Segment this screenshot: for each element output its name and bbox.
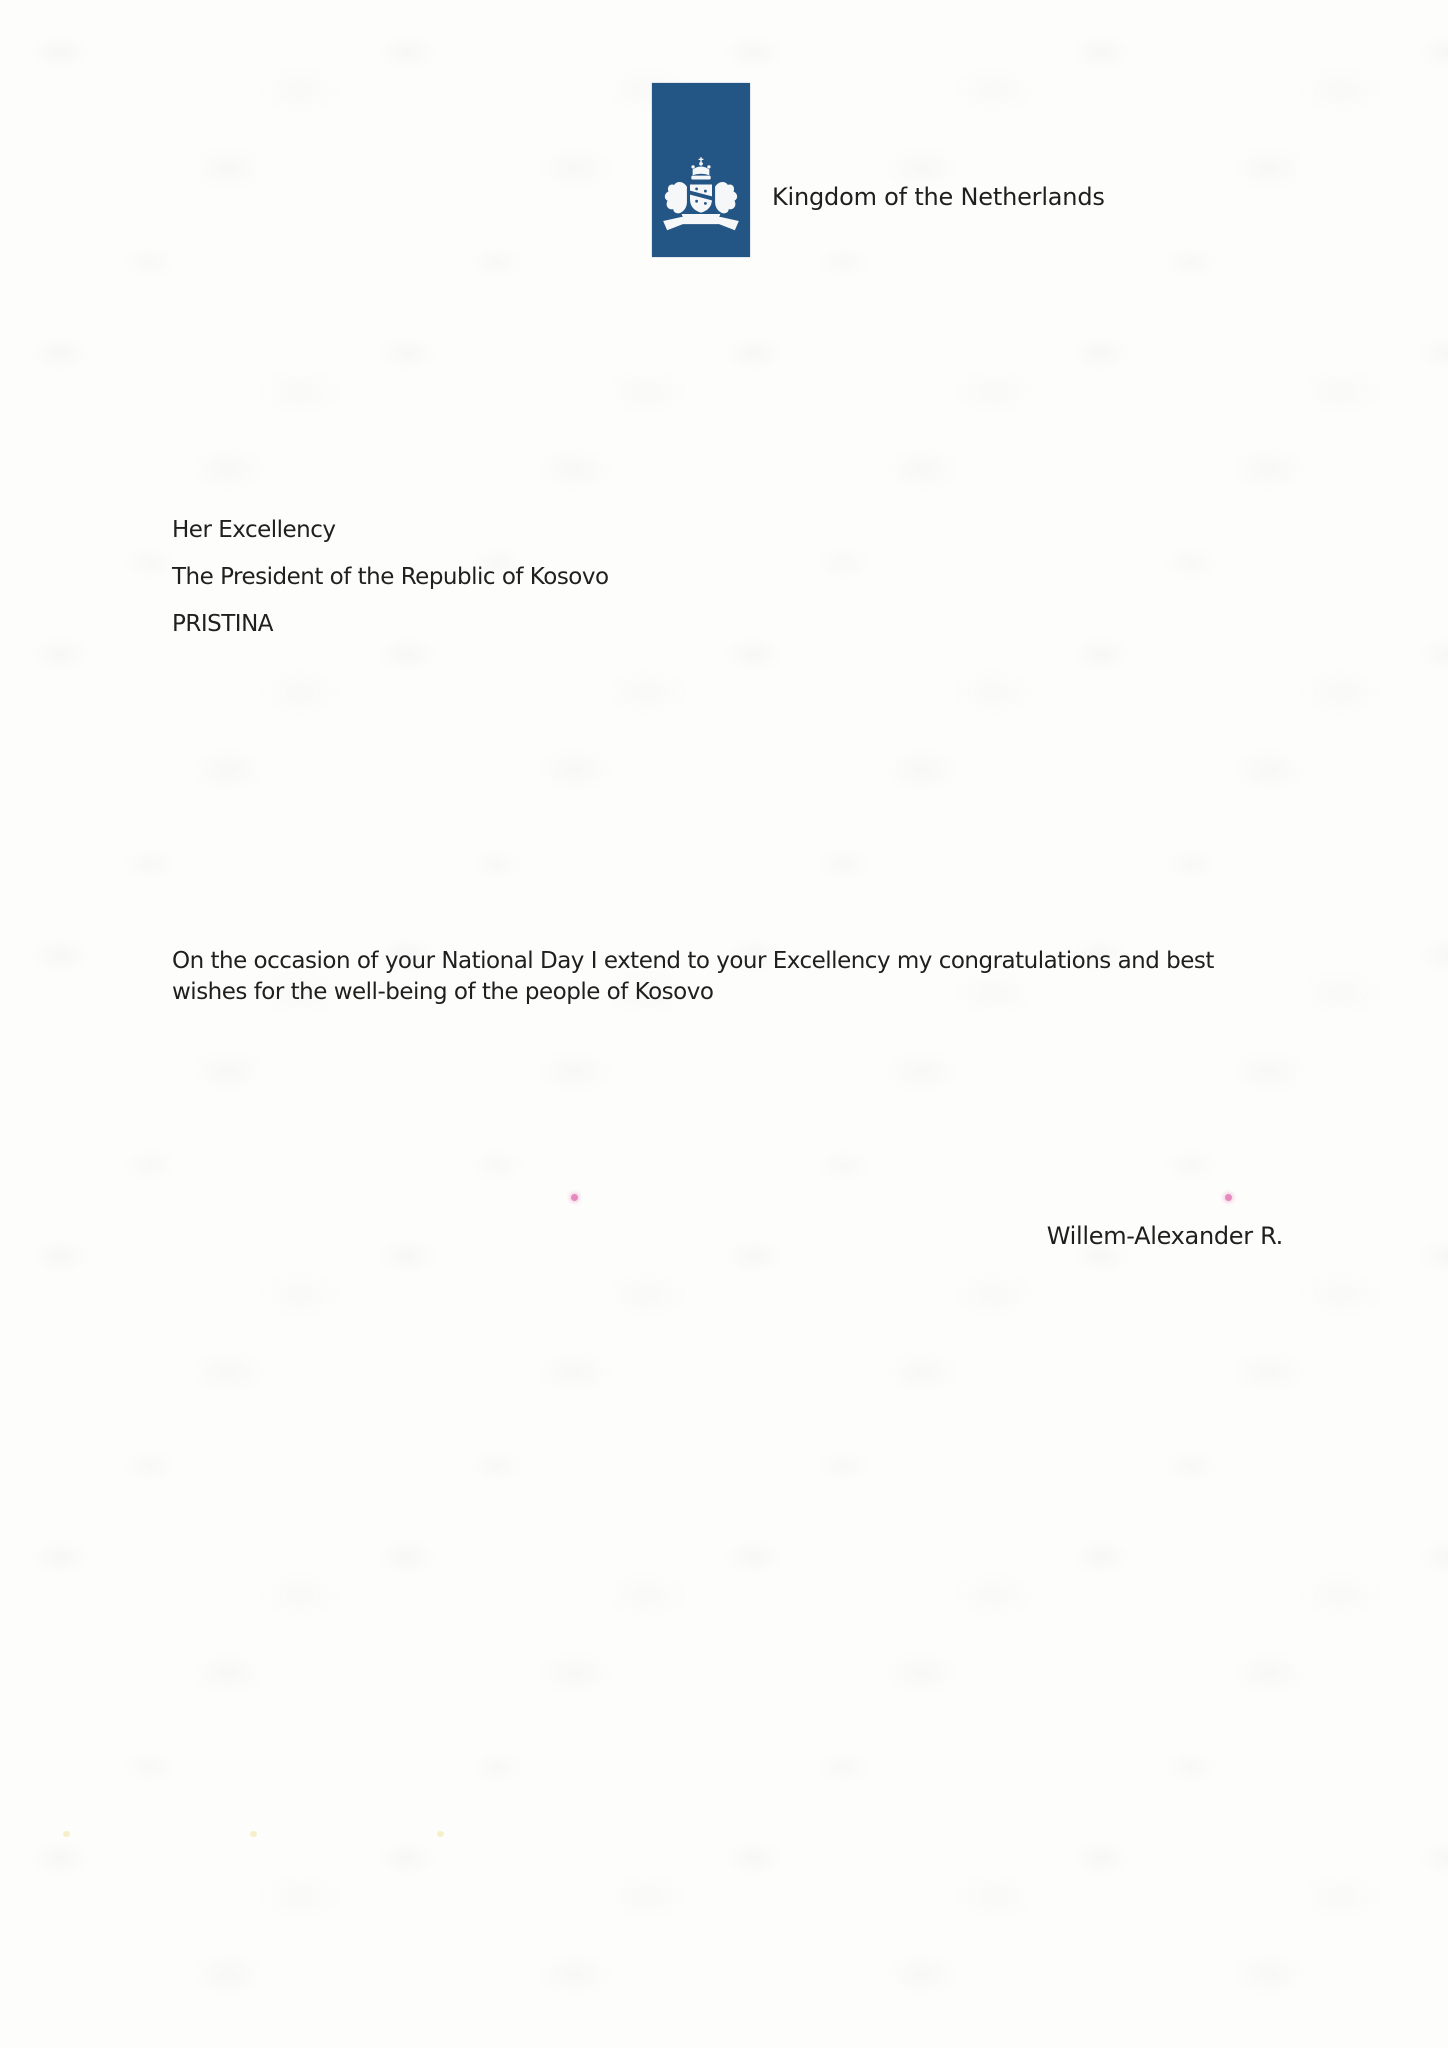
recipient-line-1: Her Excellency — [172, 517, 336, 543]
body-line-2: wishes for the well-being of the people of Kosovo — [172, 979, 714, 1005]
rijksoverheid-logo — [652, 83, 750, 257]
recipient-address — [172, 516, 609, 657]
scanner-tracking-dot — [250, 1831, 257, 1837]
body-line-1: On the occasion of your National Day I extend to your Excellency my congratulations and best — [172, 948, 1214, 974]
scanner-tracking-dot — [437, 1831, 444, 1837]
dutch-coat-of-arms-icon — [657, 153, 745, 245]
pink-registration-mark — [1225, 1194, 1232, 1201]
recipient-line-3: PRISTINA — [172, 611, 274, 637]
scanner-tracking-dot — [63, 1831, 70, 1837]
pink-registration-mark — [571, 1194, 578, 1201]
recipient-line-2: The President of the Republic of Kosovo — [172, 564, 609, 590]
org-name: Kingdom of the Netherlands — [772, 183, 1105, 211]
letter-body — [172, 946, 1214, 1008]
signature-name: Willem-Alexander R. — [1046, 1222, 1283, 1250]
